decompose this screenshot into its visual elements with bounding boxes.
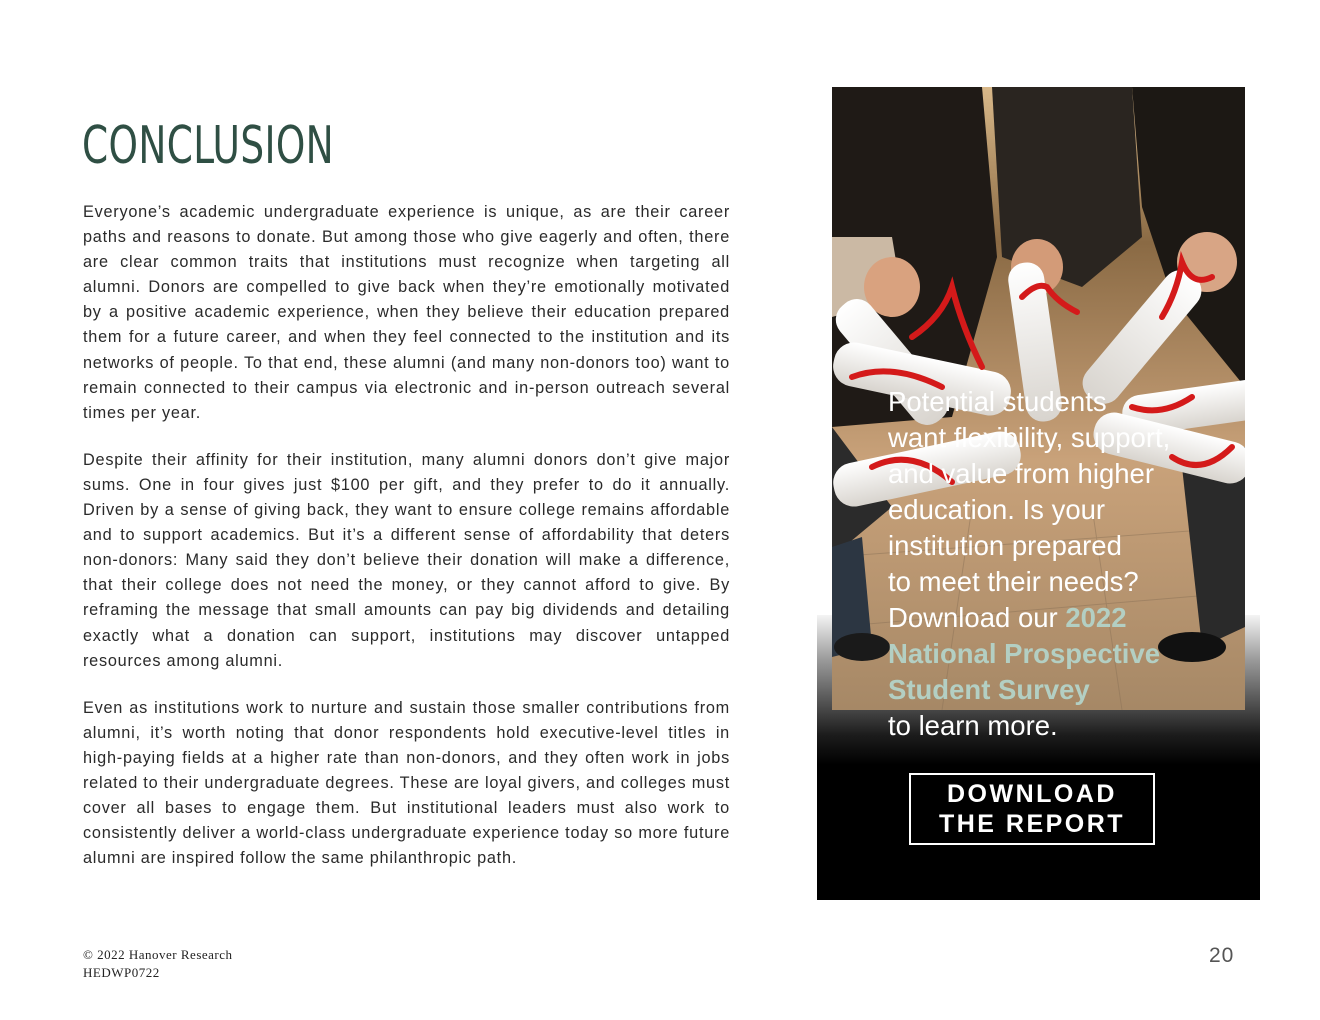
paragraph-3: Even as institutions work to nurture and sustain those smaller contributions from alumni, it’s worth noting that donor respondents hold executive-level titles in high-paying fields at a higher rate than non-donors, and they often work in jobs related to their undergraduate degrees. These are loyal givers, and colleges must cover all bases to engage them. But institutional leaders must also work to consistently deliver a world-class undergraduate experience today so more future alumni are inspired follow the same philanthropic path. <box>83 698 730 868</box>
paragraph-2: Despite their affinity for their institution, many alumni donors don’t give major sums. One in four gives just $100 per gift, and they prefer to do it annually. Driven by a sense of giving back, they want to ensure college remains affordable and to support academics. But it’s a different sense of affordability that deters non-donors: Many said they don’t believe their donation will make a difference, that their college does not need the money, or they cannot afford to give. By reframing the message that small amounts can pay big dividends and detailing exactly what a donation can support, institutions may discover untapped resources among alumni. <box>83 450 730 670</box>
promo-line-6: to meet their needs? <box>888 566 1139 597</box>
promo-closing: to learn more. <box>888 710 1058 741</box>
conclusion-body <box>83 200 730 893</box>
promo-line-7 <box>888 600 1228 636</box>
promo-line-2: want flexibility, support, <box>888 422 1171 453</box>
promo-line-4: education. Is your <box>888 494 1106 525</box>
promo-line-5: institution prepared <box>888 530 1122 561</box>
promo-line-1: Potential students <box>888 386 1107 417</box>
promo-message <box>888 384 1228 744</box>
promo-line-3: and value from higher <box>888 458 1154 489</box>
download-prefix: Download our <box>888 602 1058 633</box>
survey-name-line-2[interactable]: Student Survey <box>888 674 1090 705</box>
copyright-text: © 2022 Hanover Research <box>83 947 233 962</box>
page-number: 20 <box>1209 944 1235 967</box>
footer <box>83 946 233 982</box>
page-title: CONCLUSION <box>82 116 335 176</box>
cta-line-2: THE REPORT <box>938 810 1126 838</box>
cta-line-1: DOWNLOAD <box>947 780 1117 808</box>
paragraph-1: Everyone’s academic undergraduate experience is unique, as are their career paths and reasons to donate. But among those who give eagerly and often, there are clear common traits that institutions must recognize when targeting all alumni. Donors are compelled to give back when they’re emotionally motivated by a positive academic experience, when they believe their education prepared them for a future career, and when they feel connected to the institution and its networks of people. To that end, these alumni (and many non-donors too) want to remain connected to their campus via electronic and in-person outreach several times per year. <box>83 203 730 422</box>
download-report-button[interactable] <box>909 773 1155 845</box>
survey-name-line-1[interactable]: National Prospective <box>888 638 1161 669</box>
survey-year-link[interactable]: 2022 <box>1065 602 1127 633</box>
document-code: HEDWP0722 <box>83 965 160 980</box>
